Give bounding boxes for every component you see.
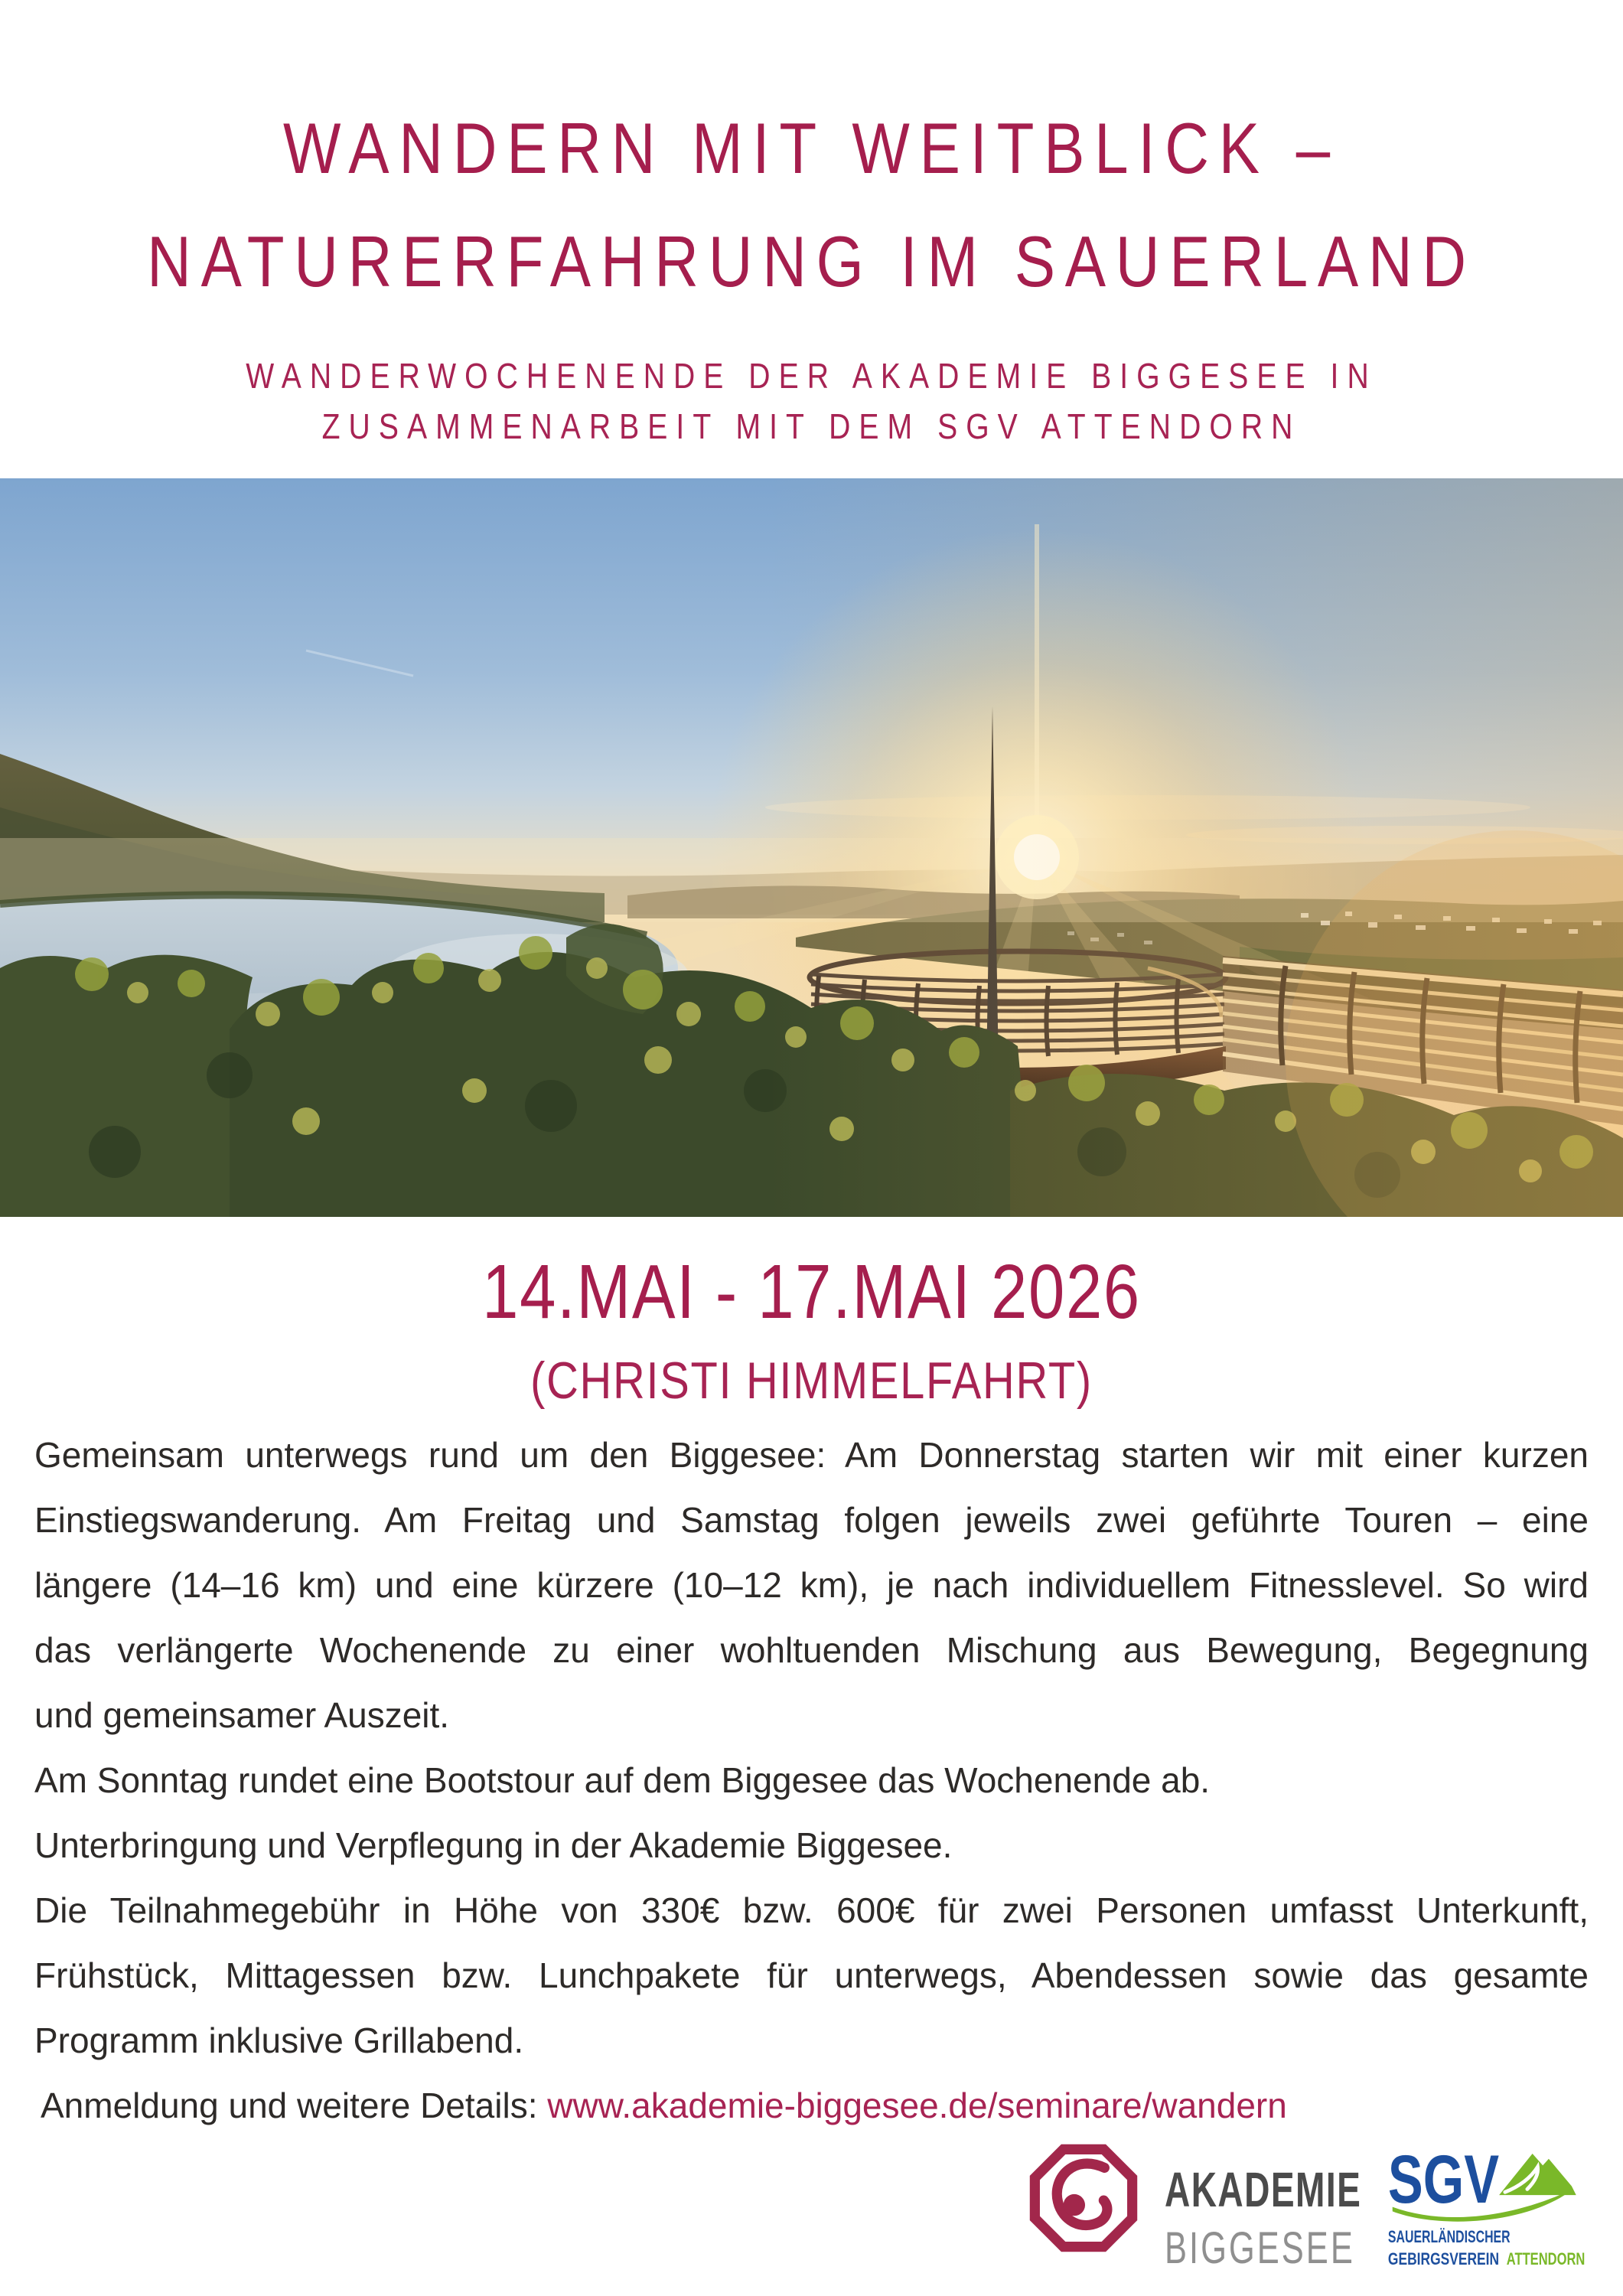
registration-line — [34, 2073, 1589, 2138]
page-subtitle-line-1: WANDERWOCHENENDE DER AKADEMIE BIGGESEE IN — [246, 356, 1377, 396]
sgv-text-attendorn: ATTENDORN — [1506, 2249, 1586, 2269]
event-dates — [0, 1250, 1623, 1334]
hero-photo-illustration — [0, 478, 1623, 1217]
registration-label: Anmeldung und weitere Details: — [41, 2086, 538, 2125]
biggesee-sunset-photo — [0, 478, 1623, 1217]
body-line: Einstiegswanderung. Am Freitag und Samstag folgen jeweils zwei geführte Touren – eine — [34, 1500, 1589, 1540]
event-occasion-wrap — [0, 1350, 1623, 1411]
body-line: Frühstück, Mittagessen bzw. Lunchpakete für unterwegs, Abendessen sowie das gesamte — [34, 1955, 1589, 1995]
body-line: und gemeinsamer Auszeit. — [34, 1695, 450, 1735]
sgv-text-line-1: SAUERLÄNDISCHER — [1387, 2227, 1511, 2247]
page-title-line-2: NATURERFAHRUNG IM SAUERLAND — [147, 221, 1476, 302]
registration-link[interactable]: www.akademie-biggesee.de/seminare/wandern — [547, 2086, 1287, 2125]
sgv-mountain-icon — [1387, 2148, 1616, 2272]
page-subtitle — [0, 351, 1623, 452]
event-occasion: (CHRISTI HIMMELFAHRT) — [530, 1352, 1093, 1410]
sgv-acronym: SGV — [1387, 2148, 1500, 2217]
sgv-logo — [1387, 2148, 1616, 2276]
akademie-octagon-spiral-icon — [1025, 2140, 1142, 2256]
page-title-line-1: WANDERN MIT WEITBLICK – — [283, 108, 1340, 188]
body-line: Am Sonntag rundet eine Bootstour auf dem Biggesee das Wochenende ab. — [34, 1760, 1211, 1800]
akademie-logo-line-2: BIGGESEE — [1165, 2223, 1355, 2273]
body-line: Unterbringung und Verpflegung in der Akademie Biggesee. — [34, 1825, 953, 1865]
sgv-text-line-2: GEBIRGSVEREIN — [1387, 2249, 1500, 2269]
akademie-logo-line-1: AKADEMIE — [1165, 2162, 1362, 2217]
page-subtitle-line-2: ZUSAMMENARBEIT MIT DEM SGV ATTENDORN — [321, 406, 1302, 446]
body-line: Programm inklusive Grillabend. — [34, 2020, 524, 2060]
body-line: Gemeinsam unterwegs rund um den Biggesee: Am Donnerstag starten wir mit einer kurzen — [34, 1435, 1589, 1475]
body-line: längere (14–16 km) und eine kürzere (10–12 km), je nach individuellem Fitnesslevel. So wird — [34, 1565, 1589, 1605]
body-line: Die Teilnahmegebühr in Höhe von 330€ bzw. 600€ für zwei Personen umfasst Unterkunft, — [34, 1890, 1589, 1930]
body-text — [34, 1423, 1589, 2138]
page-title — [0, 92, 1623, 318]
event-date-range: 14.MAI - 17.MAI 2026 — [482, 1249, 1141, 1335]
body-line: das verlängerte Wochenende zu einer wohltuenden Mischung aus Bewegung, Begegnung — [34, 1630, 1589, 1670]
akademie-biggesee-logo — [1025, 2140, 1438, 2274]
